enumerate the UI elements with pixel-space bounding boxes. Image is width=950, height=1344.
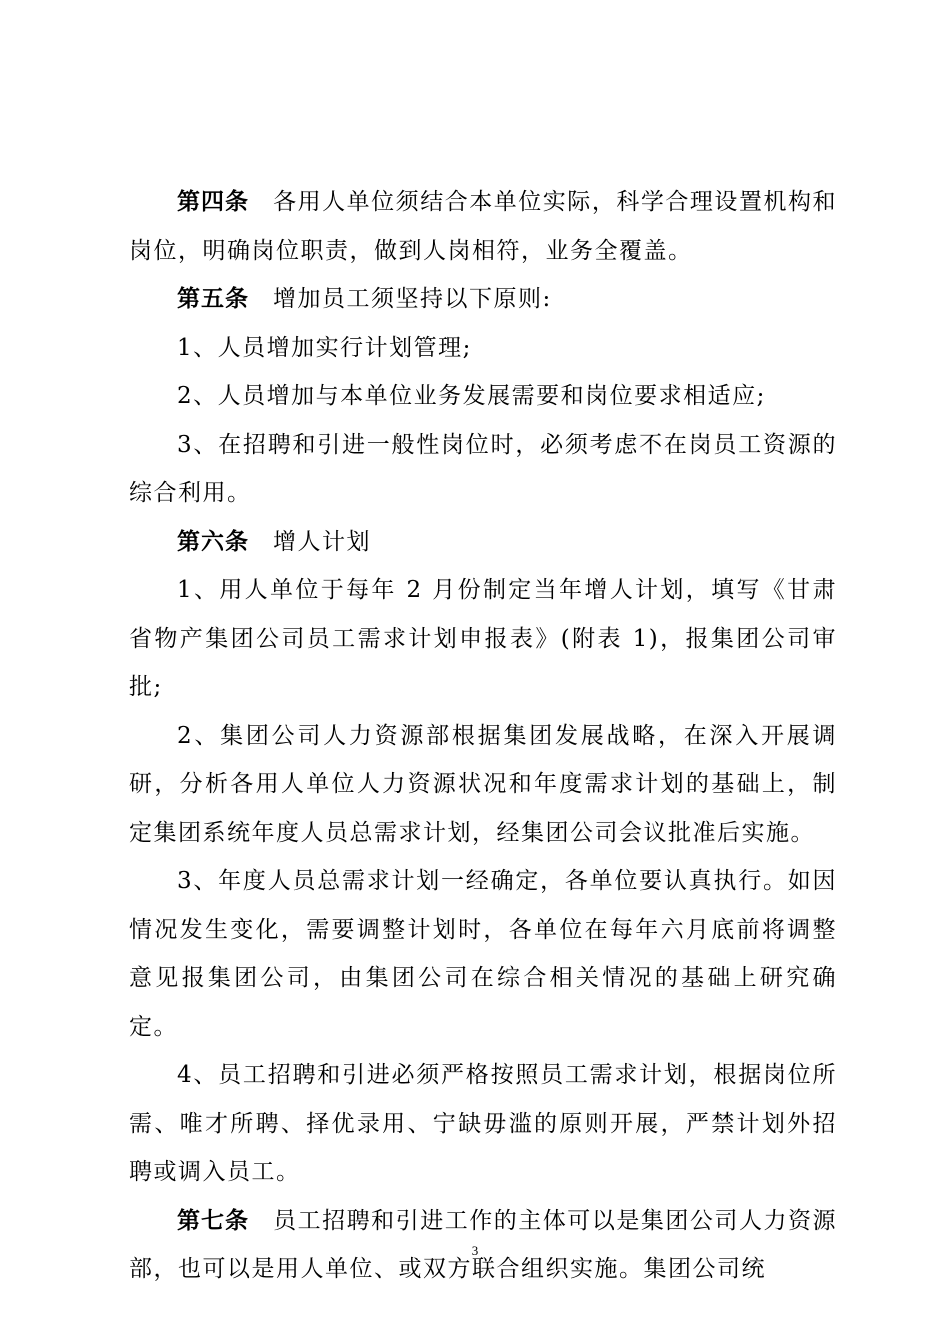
paragraph-item	[129, 324, 837, 373]
article-number: 第七条	[177, 1206, 250, 1234]
paragraph-text: 各用人单位须结合本单位实际，科学合理设置机构和岗位，明确岗位职责，做到人岗相符，业务全覆盖。	[129, 189, 838, 264]
paragraph-text: 增人计划	[273, 528, 371, 555]
paragraph-text: 3、在招聘和引进一般性岗位时，必须考虑不在岗员工资源的综合利用。	[129, 431, 837, 506]
paragraph-text: 4、员工招聘和引进必须严格按照员工需求计划，根据岗位所需、唯才所聘、择优录用、宁缺毋滥的原则开展，严禁计划外招聘或调入员工。	[129, 1062, 837, 1185]
paragraph-text: 1、用人单位于每年 2 月份制定当年增人计划，填写《甘肃省物产集团公司员工需求计划申报表》(附表 1)，报集团公司审批;	[129, 577, 837, 700]
article-number: 第六条	[177, 527, 249, 555]
paragraph-text: 1、人员增加实行计划管理;	[177, 334, 472, 361]
page-number: 3	[471, 1243, 479, 1258]
paragraph-text: 员工招聘和引进工作的主体可以是集团公司人力资源部，也可以是用人单位、或双方联合组织实施。集团公司统	[129, 1207, 838, 1282]
paragraph-text: 2、人员增加与本单位业务发展需要和岗位要求相适应;	[177, 383, 766, 409]
article-number: 第五条	[177, 285, 249, 312]
paragraph-text: 3、年度人员总需求计划一经确定，各单位要认真执行。如因情况发生变化，需要调整计划时，各单位在每年六月底前将调整意见报集团公司，由集团公司在综合相关情况的基础上研究确定。	[129, 868, 837, 1040]
paragraph-article-4	[129, 178, 837, 275]
paragraph-item	[129, 372, 837, 421]
paragraph-article-5	[129, 275, 837, 324]
article-number: 第四条	[177, 188, 250, 215]
paragraph-item	[129, 421, 837, 518]
paragraph-item	[129, 857, 837, 1051]
paragraph-item	[129, 566, 837, 712]
paragraph-article-6	[129, 518, 837, 567]
paragraph-text: 增加员工须坚持以下原则:	[273, 286, 552, 312]
paragraph-text: 2、集团公司人力资源部根据集团发展战略，在深入开展调研，分析各用人单位人力资源状况和年度需求计划的基础上，制定集团系统年度人员总需求计划，经集团公司会议批准后实施。	[129, 722, 837, 846]
paragraph-item	[129, 712, 837, 858]
document-body	[129, 178, 837, 1294]
paragraph-item	[129, 1051, 837, 1197]
